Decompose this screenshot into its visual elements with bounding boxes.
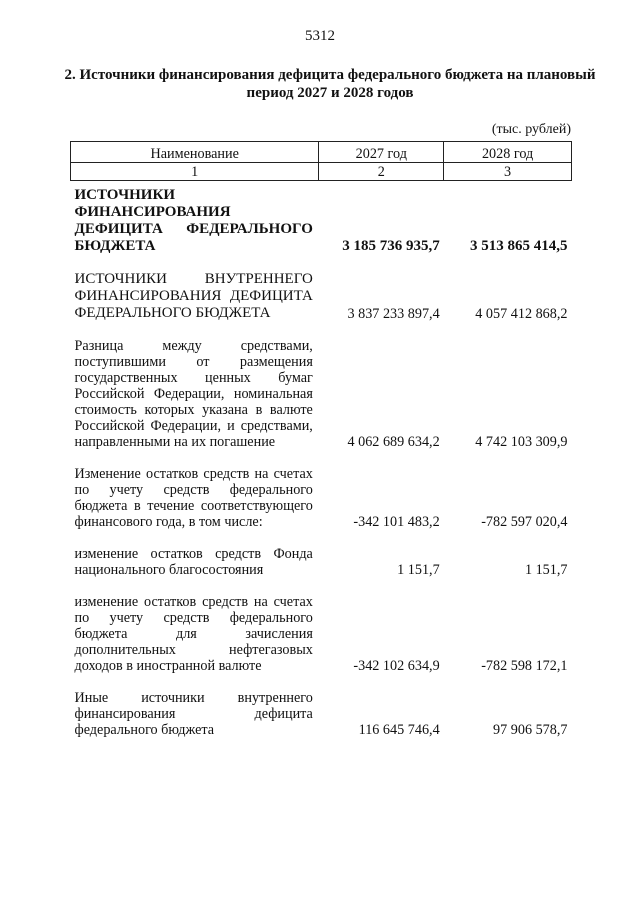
row-value-2027: 3 837 233 897,4 <box>347 306 440 322</box>
row-value-2028: 4 742 103 309,9 <box>475 434 568 450</box>
table-row-total-sources <box>71 181 572 258</box>
financing-sources-table <box>70 141 572 740</box>
row-value-2027: 4 062 689 634,2 <box>347 434 440 450</box>
page-number: 5312 <box>305 28 335 44</box>
row-value-2028: 4 057 412 868,2 <box>475 306 568 322</box>
row-value-2027: 1 151,7 <box>397 562 440 578</box>
table-row-balance-change <box>71 452 572 532</box>
row-value-2028: -782 598 172,1 <box>481 658 568 674</box>
header-name: Наименование <box>71 142 319 163</box>
table-header-row <box>71 142 572 163</box>
table-row-other-sources <box>71 676 572 740</box>
section-title: 2. Источники финансирования дефицита федерального бюджета на плановый период 2027 и 2028 годов <box>64 67 596 101</box>
column-number-2: 2 <box>319 163 444 181</box>
row-value-2028: 97 906 578,7 <box>493 722 568 738</box>
row-name: Иные источники внутреннего финансирования дефицита федерального бюджета <box>74 690 313 738</box>
table-row-oil-gas-revenues <box>71 580 572 676</box>
table-row-welfare-fund <box>71 532 572 580</box>
table-row-securities-difference <box>71 324 572 452</box>
row-value-2027: -342 102 634,9 <box>353 658 440 674</box>
row-value-2028: 1 151,7 <box>524 562 568 578</box>
row-name: изменение остатков средств на счетах по учету средств федерального бюджета для зачисления дополнительных нефтегазовых доходов в иностранной валюте <box>74 594 313 674</box>
row-value-2028: -782 597 020,4 <box>481 514 568 530</box>
row-name: Изменение остатков средств на счетах по учету средств федерального бюджета в течение соответствующего финансового года, в том числе: <box>74 466 313 530</box>
row-value-2027: -342 101 483,2 <box>353 514 440 530</box>
row-name: Разница между средствами, поступившими от размещения государственных ценных бумаг Российской Федерации, номинальная стоимость которых указана в валюте Российской Федерации, и средствами, направленными на их погашение <box>74 338 313 450</box>
units-label: (тыс. рублей) <box>491 122 571 137</box>
row-name: ИСТОЧНИКИ ФИНАНСИРОВАНИЯ ДЕФИЦИТА ФЕДЕРАЛЬНОГО БЮДЖЕТА <box>74 187 313 254</box>
row-name: ИСТОЧНИКИ ВНУТРЕННЕГО ФИНАНСИРОВАНИЯ ДЕФИЦИТА ФЕДЕРАЛЬНОГО БЮДЖЕТА <box>74 271 313 321</box>
row-value-2027: 3 185 736 935,7 <box>342 238 440 254</box>
row-value-2028: 3 513 865 414,5 <box>470 238 568 254</box>
column-number-1: 1 <box>71 163 319 181</box>
header-2028: 2028 год <box>444 142 572 163</box>
row-name: изменение остатков средств Фонда национального благосостояния <box>74 546 313 578</box>
row-value-2027: 116 645 746,4 <box>358 722 440 738</box>
table-row-domestic-sources <box>71 257 572 324</box>
header-2027: 2027 год <box>319 142 444 163</box>
column-number-3: 3 <box>444 163 572 181</box>
column-number-row <box>71 163 572 181</box>
